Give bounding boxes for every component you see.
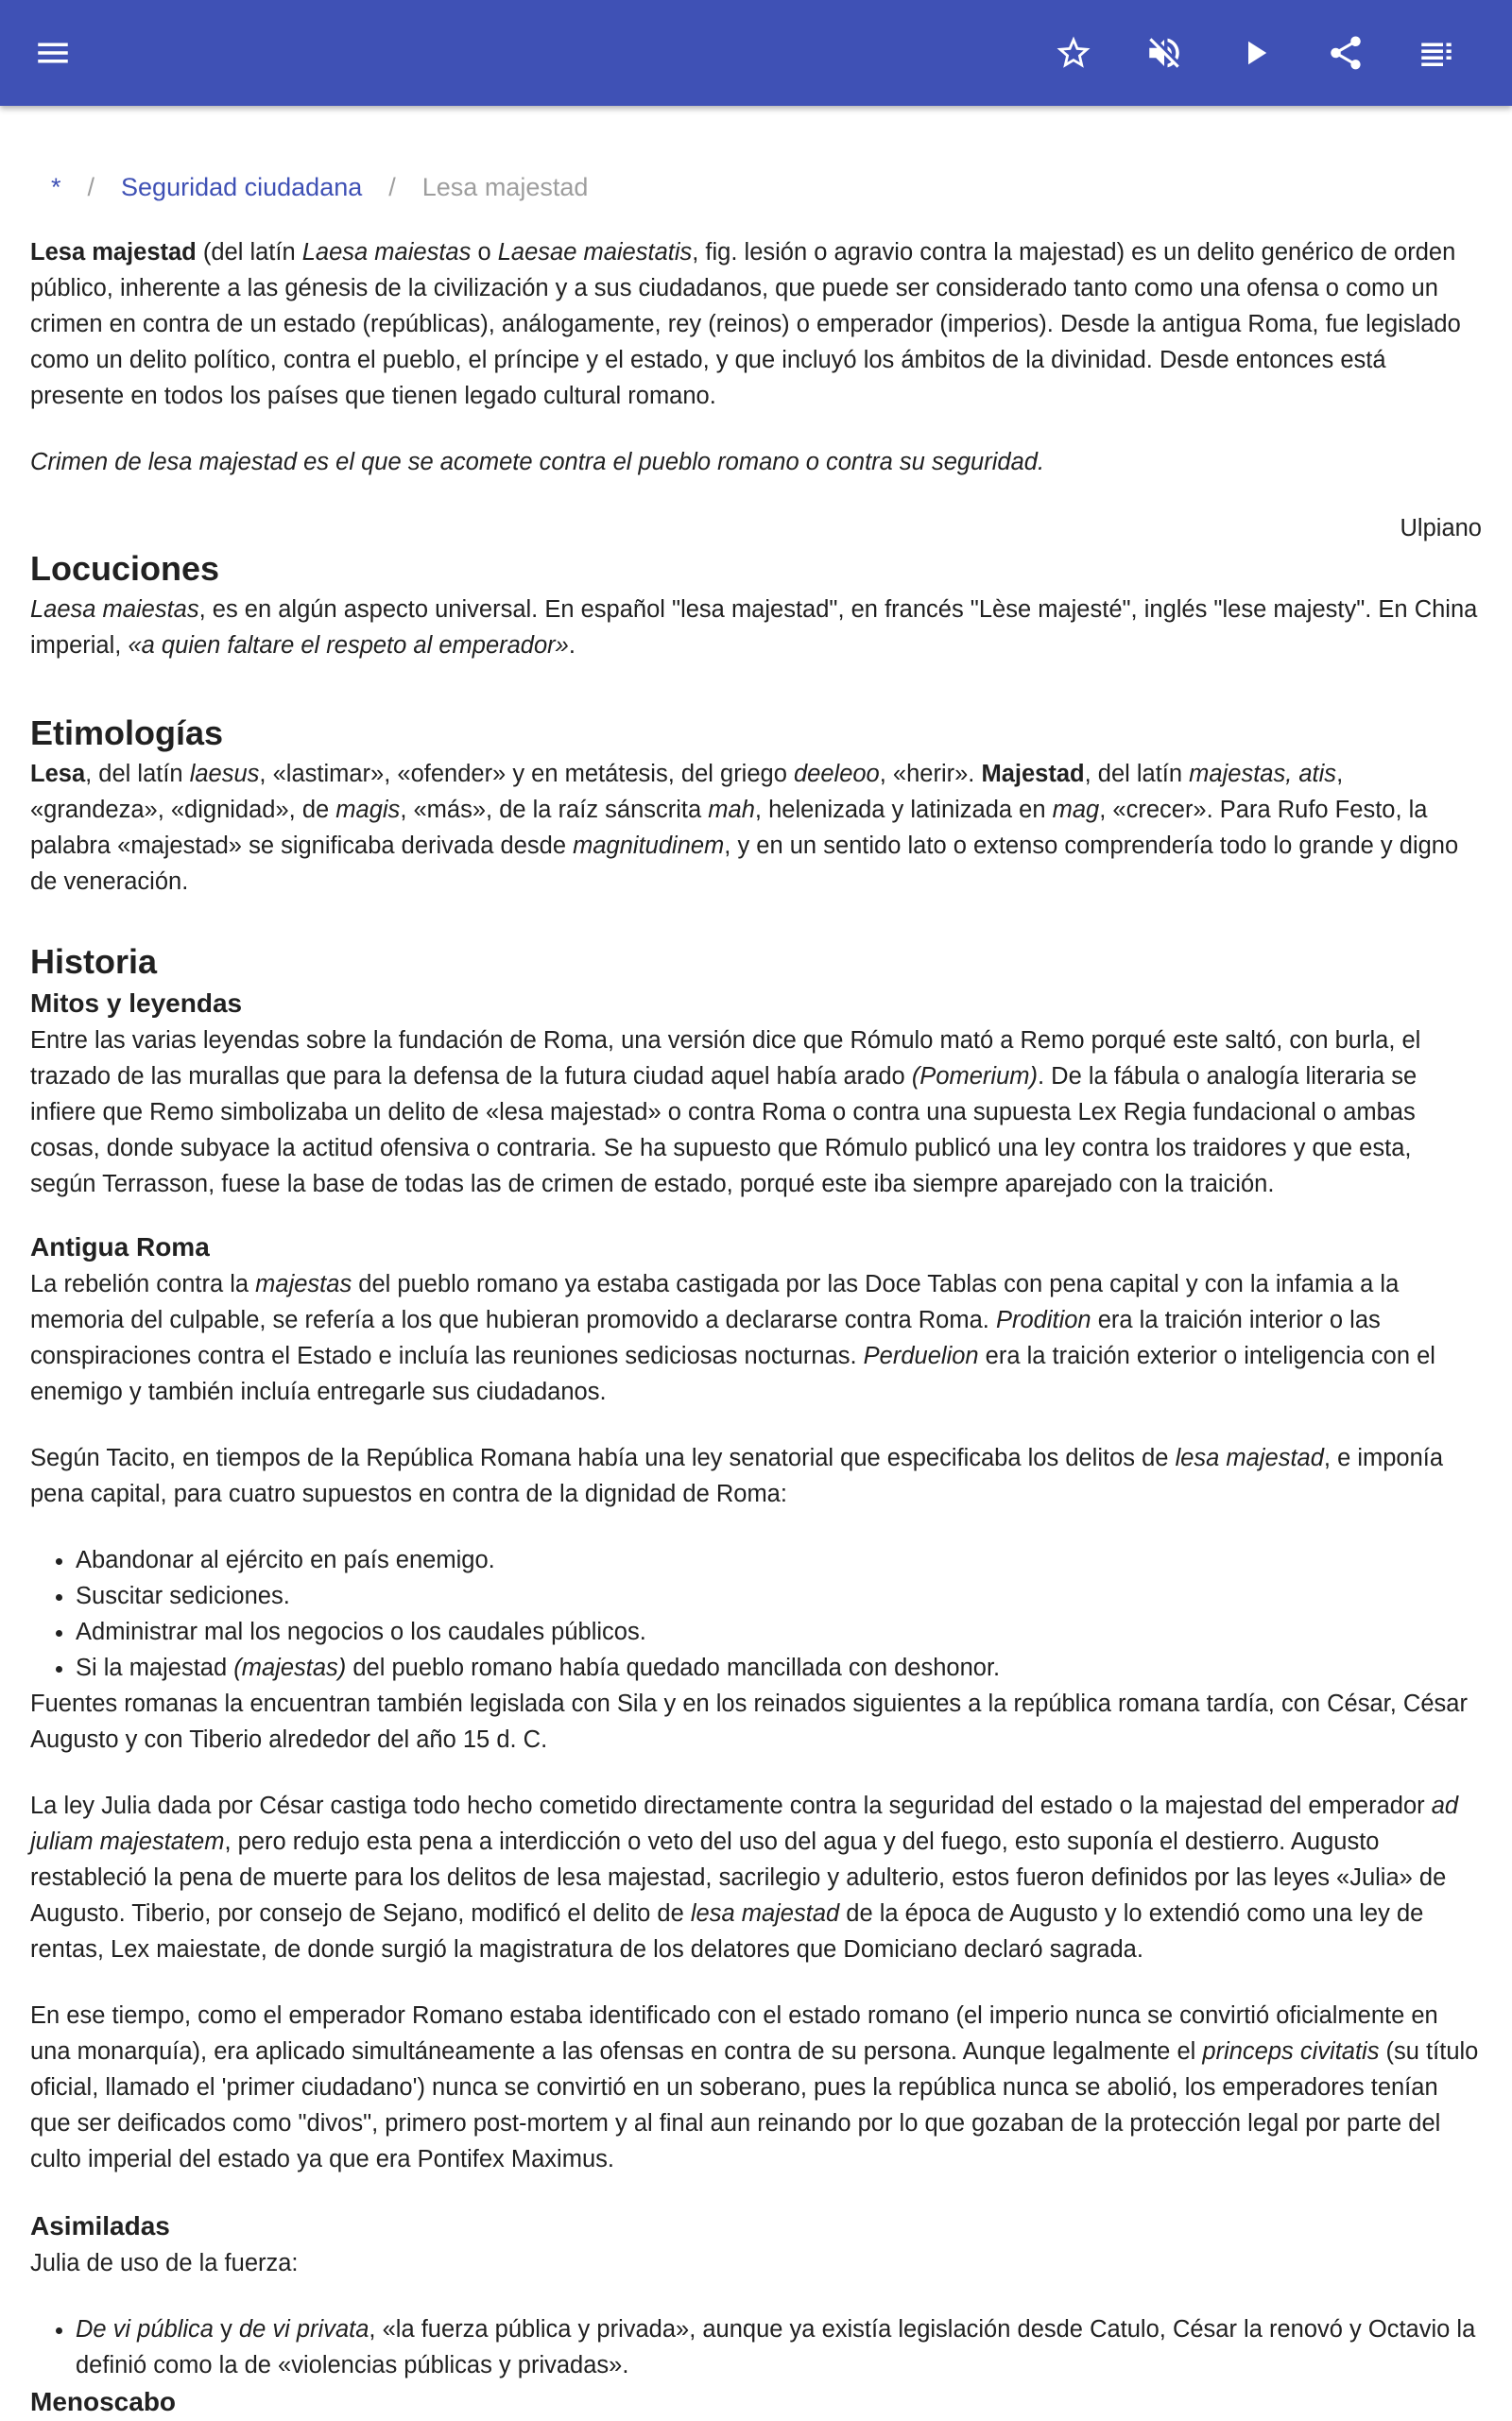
italic-term: ad juliam majestatem [30,1793,1459,1855]
section-heading-etimologias: Etimologías [30,713,224,752]
text: , helenizada y latinizada en [754,797,1053,823]
offenses-list [30,1542,1482,1686]
breadcrumb-current: Lesa majestad [421,173,589,201]
italic-term: mah [708,797,755,823]
text: . [568,632,576,659]
share-icon [1326,33,1366,73]
italic-term: deeleoo [793,761,880,787]
italic-term: magis [335,797,401,823]
italic-term: de vi privata [238,2316,369,2343]
section-heading-locuciones: Locuciones [30,549,220,588]
subsection-heading-antigua-roma: Antigua Roma [30,1232,210,1262]
text: , «lastimar», «ofender» y en metátesis, del griego [259,761,794,787]
toc-button[interactable] [1408,25,1465,81]
asimiladas-list [30,2311,1482,2383]
etimologias-paragraph [30,756,1482,900]
roma-paragraph-5 [30,1998,1482,2177]
italic-term: Prodition [995,1307,1091,1333]
italic-term: De vi pública [76,2316,214,2343]
playlist-icon [1417,33,1456,73]
list-item: • Abandonar al ejército en país enemigo. [76,1542,1482,1578]
italic-term: Laesa maiestas [301,239,472,266]
article [30,106,1482,2421]
mute-button[interactable] [1136,25,1193,81]
italic-term: lesa majestad [1175,1445,1324,1471]
app-bar [0,0,1512,106]
favorite-button[interactable] [1045,25,1102,81]
text: , e imponía pena capital, para cuatro supuestos en contra de la dignidad de Roma: [30,1445,1444,1507]
menu-icon [33,33,73,73]
text: y [214,2316,239,2343]
roma-paragraph-4 [30,1788,1482,1967]
text: Si la majestad [76,1655,234,1681]
italic-term: mag [1052,797,1100,823]
text: , «grandeza», «dignidad», de [30,761,1344,823]
breadcrumb-separator: / [87,173,95,201]
italic-term: Laesae maiestatis [497,239,693,266]
asimiladas-intro: Julia de uso de la fuerza: [30,2250,299,2276]
bold-term: Lesa [30,761,86,787]
italic-term: princeps civitatis [1202,2038,1380,2065]
text: , «herir». [879,761,982,787]
bold-term: Lesa majestad [30,239,197,266]
breadcrumb [30,168,1482,206]
quote-text: Crimen de lesa majestad es el que se acomete contra el pueblo romano o contra su seguridad. [30,449,1045,475]
locuciones-paragraph [30,592,1482,663]
play-icon [1235,33,1275,73]
text: del pueblo romano había quedado mancillada con deshonor. [346,1655,1001,1681]
text: La rebelión contra la [30,1271,256,1297]
italic-term: (majestas) [233,1655,347,1681]
breadcrumb-home-link[interactable]: * [51,173,61,201]
text: , pero redujo esta pena a interdicción o veto del uso del agua y del fuego, esto suponía el destierro. Augusto restableció la pena de muerte para los delitos de lesa majestad, sacrilegio y adulterio, estos fueron definidos por las leyes «Julia» de Augusto. Tiberio, por consejo de Sejano, modificó el delito de [30,1829,1447,1927]
text: del pueblo romano ya estaba castigada por las Doce Tablas con pena capital y con la infamia a la memoria del culpable, se refería a los que hubieran promovido a declararse contra Roma. [30,1271,1400,1333]
text: , y en un sentido lato o extenso comprendería todo lo grande y digno de veneración. [30,833,1459,895]
text: , «la fuerza pública y privada», aunque ya existía legislación desde Catulo, César la renovó y Octavio la definió como la de «violencias públicas y privadas». [76,2316,1476,2378]
italic-term: (Pomerium) [911,1063,1038,1090]
subsection-heading-mitos: Mitos y leyendas [30,988,243,1018]
text: (del latín [196,239,302,266]
subsection-heading-asimiladas: Asimiladas [30,2211,170,2241]
italic-term: «a quien faltare el respeto al emperador» [128,632,569,659]
text: Según Tacito, en tiempos de la República Romana había una ley senatorial que especificaba los delitos de [30,1445,1176,1471]
list-item: • Administrar mal los negocios o los caudales públicos. [76,1614,1482,1650]
italic-term: Perduelion [863,1343,979,1369]
italic-term: laesus [189,761,260,787]
text: o [471,239,498,266]
text: era la traición interior o las conspiraciones contra el Estado e incluía las reuniones sediciosas nocturnas. [30,1307,1381,1369]
roma-paragraph-3: Fuentes romanas la encuentran también legislada con Sila y en los reinados siguientes a la república romana tardía, con César, César Augusto y con Tiberio alrededor del año 15 d. C. [30,1691,1468,1753]
italic-term: lesa majestad [690,1900,840,1927]
text: . De la fábula o analogía literaria se infiere que Remo simbolizaba un delito de «lesa majestad» o contra Roma o contra una supuesta Lex Regia fundacional o ambas cosas, donde subyace la actitud ofensiva o contraria. Se ha supuesto que Rómulo publicó una ley contra los traidores y que esta, según Terrasson, fuese la base de todas las de crimen de estado, porqué este iba siempre aparejado con la traición. [30,1063,1418,1197]
breadcrumb-category-link[interactable]: Seguridad ciudadana [121,173,363,201]
intro-paragraph [30,234,1482,414]
text: La ley Julia dada por César castiga todo hecho cometido directamente contra la seguridad del estado o la majestad del emperador [30,1793,1432,1819]
play-button[interactable] [1227,25,1283,81]
italic-term: Laesa maiestas [30,596,199,623]
quote-author: Ulpiano [1400,515,1482,541]
subsection-heading-next: Menoscabo [30,2387,177,2416]
list-item: • Suscitar sediciones. [76,1578,1482,1614]
star-outline-icon [1054,33,1093,73]
text: de la época de Augusto y lo extendió como una ley de rentas, Lex maiestate, de donde surgió la magistratura de los delatores que Domiciano declaró sagrada. [30,1900,1424,1963]
text: , es en algún aspecto universal. En español "lesa majestad", en francés "Lèse majesté", inglés "lese majesty". En China imperial, [30,596,1478,659]
text: , fig. lesión o agravio contra la majestad) es un delito genérico de orden público, inherente a las génesis de la civilización y a sus ciudadanos, que puede ser considerado tanto como una ofensa o como un crimen en contra de un estado (repúblicas), análogamente, rey (reinos) o emperador (imperios). Desde la antigua Roma, fue legislado como un delito político, contra el pueblo, el príncipe y el estado, y que incluyó los ámbitos de la divinidad. Desde entonces está presente en todos los países que tienen legado cultural romano. [30,239,1461,409]
menu-button[interactable] [25,25,81,81]
italic-term: majestas [255,1271,352,1297]
roma-paragraph-1 [30,1266,1482,1410]
text: Entre las varias leyendas sobre la fundación de Roma, una versión dice que Rómulo mató a Remo porqué este saltó, con burla, el trazado de las murallas que para la defensa de la futura ciudad aquel había arado [30,1027,1421,1090]
roma-paragraph-2 [30,1440,1482,1512]
text: (su título oficial, llamado el 'primer ciudadano') nunca se convirtió en un soberano, pues la república nunca se abolió, los emperadores tenían que ser deificados como "divos", primero post-mortem y al final aun reinando por lo que gozaban de la protección legal por parte del culto imperial del estado ya que era Pontifex Maximus. [30,2038,1479,2172]
text: era la traición exterior o inteligencia con el enemigo y también incluía entregarle sus ciudadanos. [30,1343,1435,1405]
italic-term: majestas, atis [1189,761,1337,787]
italic-term: magnitudinem [573,833,725,859]
list-item [76,2311,1482,2383]
bold-term: Majestad [981,761,1085,787]
text: , del latín [85,761,190,787]
volume-off-icon [1144,33,1184,73]
breadcrumb-separator: / [388,173,396,201]
text: , del latín [1084,761,1190,787]
text: , «crecer». Para Rufo Festo, la palabra «majestad» se significaba derivada desde [30,797,1428,859]
mitos-paragraph [30,1022,1482,1202]
text: En ese tiempo, como el emperador Romano estaba identificado con el estado romano (el imperio nunca se convirtió oficialmente en una monarquía), era aplicado simultáneamente a las ofensas en contra de su persona. Aunque legalmente el [30,2002,1438,2065]
section-heading-historia: Historia [30,942,158,981]
share-button[interactable] [1317,25,1374,81]
text: , «más», de la raíz sánscrita [400,797,709,823]
list-item [76,1650,1482,1686]
